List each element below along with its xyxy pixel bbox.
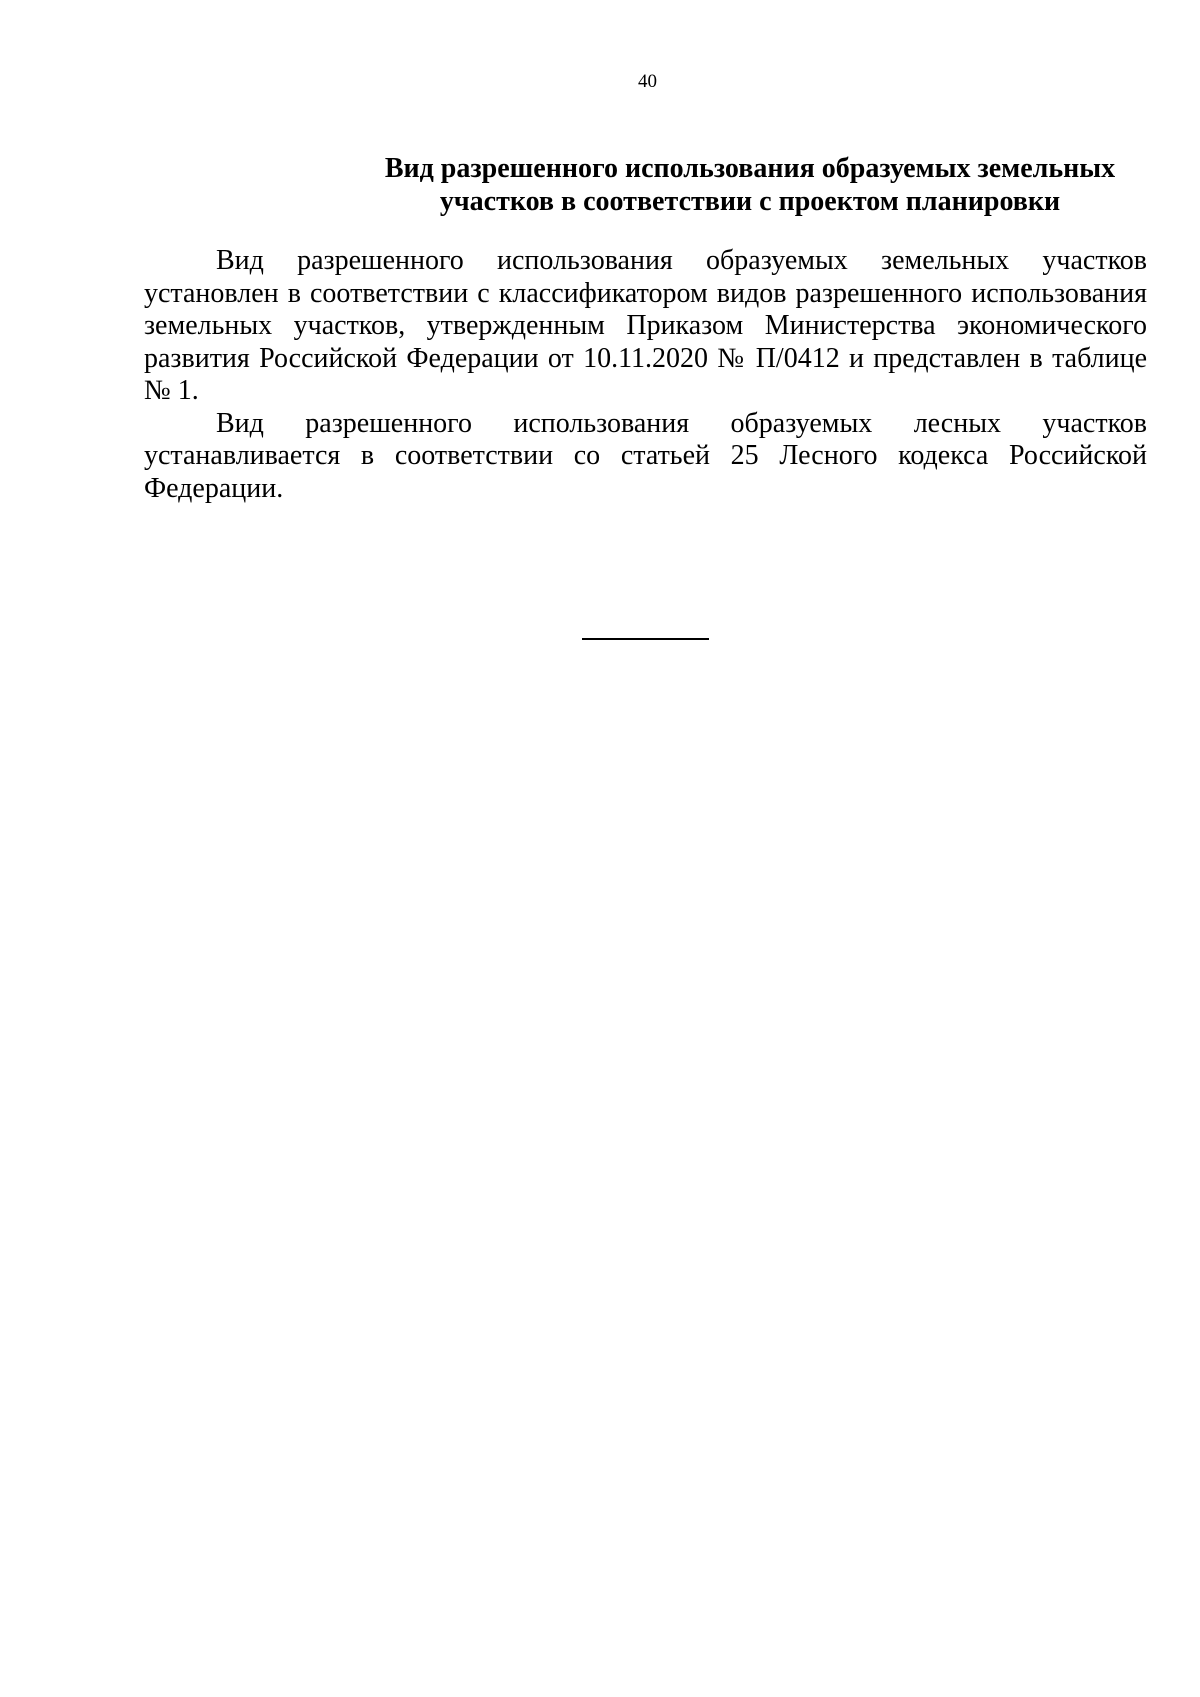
heading-line-1: Вид разрешенного использования образуемых земельных: [384, 153, 1116, 184]
page-number: 40: [638, 71, 657, 92]
body-text: [144, 245, 1147, 505]
paragraph-land-plots: Вид разрешенного использования образуемых земельных участков установлен в соответствии с классификатором видов разрешенного использования земельных участков, утвержденным Приказом Министерства экономического развития Российской Федерации от 10.11.2020 № П/0412 и представлен в таблице № 1.: [144, 245, 1147, 406]
paragraph-forest-plots: Вид разрешенного использования образуемых лесных участков устанавливается в соответствии со статьей 25 Лесного кодекса Российской Федерации.: [144, 407, 1147, 504]
section-heading: [330, 152, 1170, 218]
heading-line-2: участков в соответствии с проектом планировки: [439, 186, 1061, 217]
end-separator-line: [582, 638, 709, 640]
